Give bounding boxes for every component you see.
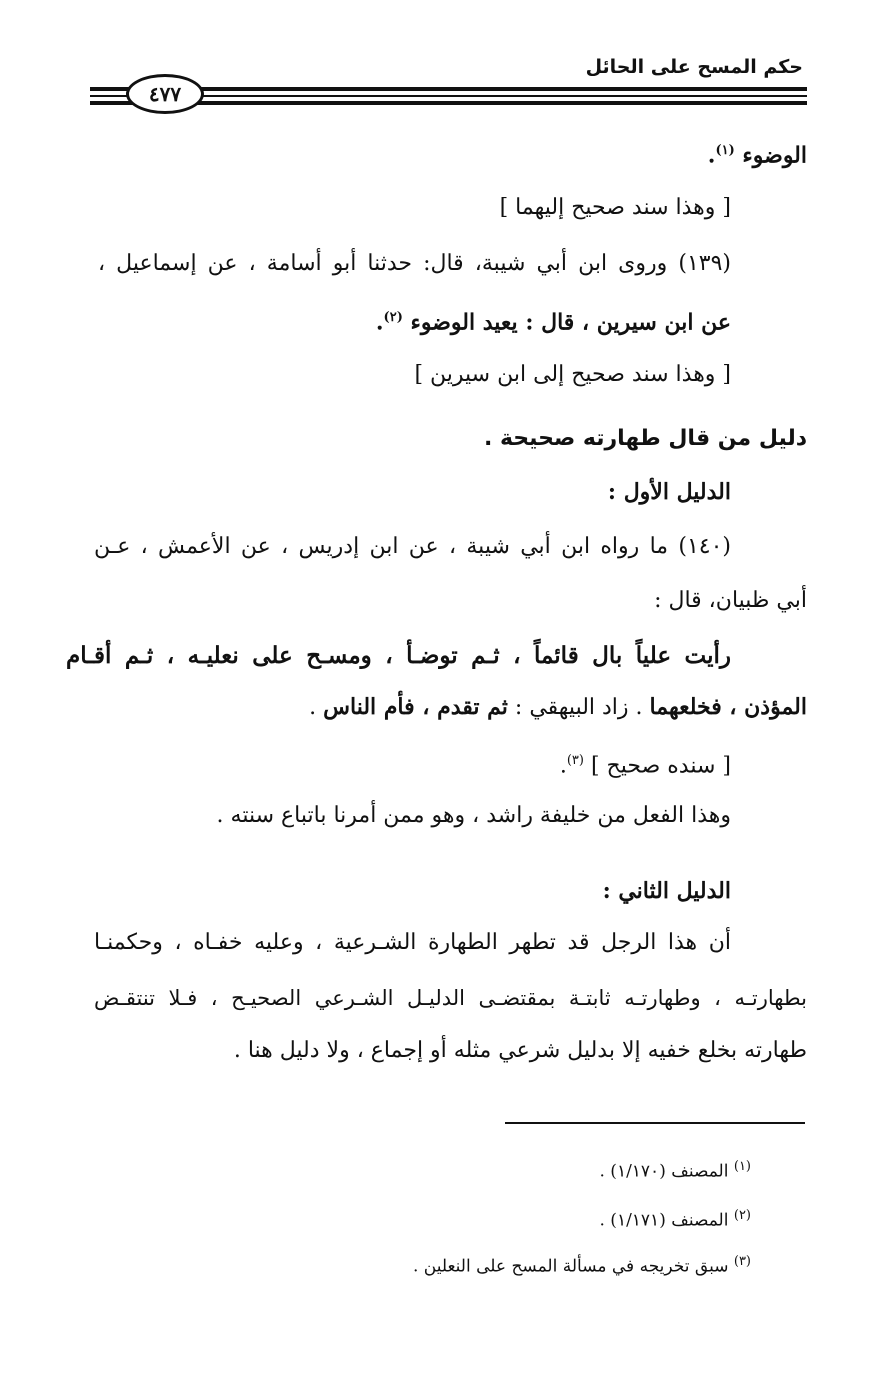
footnote-number: (٢) bbox=[733, 1208, 751, 1223]
subheading-second-evidence: الدليل الثاني : bbox=[602, 878, 731, 904]
text-segment: . bbox=[707, 142, 716, 169]
text-line-9: أبي ظبيان، قال : bbox=[654, 588, 807, 613]
page-number: ٤٧٧ bbox=[126, 74, 204, 114]
footnote-3 bbox=[413, 1250, 751, 1279]
text-line-17: طهارته بخلع خفيه إلا بدليل شرعي مثله أو إجماع ، ولا دليل هنا . bbox=[233, 1038, 807, 1063]
text-segment: المؤذن ، فخلعهما bbox=[649, 694, 807, 720]
text-line-12 bbox=[560, 746, 731, 781]
text-line-5: [ وهذا سند صحيح إلى ابن سيرين ] bbox=[414, 362, 731, 387]
text-segment: . bbox=[559, 753, 567, 779]
footnote-ref: (٢) bbox=[383, 310, 403, 325]
footnote-text: المصنف (١/١٧١) . bbox=[599, 1210, 729, 1231]
text-segment: . bbox=[309, 695, 317, 720]
text-segment: عن ابن سيرين ، قال : يعيد الوضوء bbox=[410, 309, 731, 336]
footnote-text: سبق تخريجه في مسألة المسح على النعلين . bbox=[412, 1256, 729, 1277]
text-line-10: رأيت علياً بال قائماً ، ثـم توضـأ ، ومسـح على نعليـه ، ثـم أقـام bbox=[66, 642, 731, 669]
text-segment: الوضوء bbox=[742, 142, 807, 169]
footnote-2 bbox=[599, 1204, 751, 1233]
text-line-4 bbox=[376, 303, 731, 337]
footnote-number: (٣) bbox=[733, 1254, 751, 1269]
text-line-8: (١٤٠) ما رواه ابن أبي شيبة ، عن ابن إدريس ، عن الأعمش ، عـن bbox=[94, 534, 731, 559]
text-line-1 bbox=[708, 136, 807, 170]
text-segment: . زاد البيهقي : bbox=[507, 695, 643, 720]
footnote-ref: (٣) bbox=[566, 753, 584, 768]
text-segment: ثم تقدم ، فأم الناس bbox=[323, 694, 508, 720]
footnote-text: المصنف (١/١٧٠) . bbox=[599, 1161, 729, 1182]
text-line-13: وهذا الفعل من خليفة راشد ، وهو ممن أمرنا باتباع سنته . bbox=[216, 803, 731, 828]
running-title: حكم المسح على الحائل bbox=[585, 56, 803, 78]
text-line-3: (١٣٩) وروى ابن أبي شيبة، قال: حدثنا أبو أسامة ، عن إسماعيل ، bbox=[98, 251, 731, 276]
section-heading: دليل من قال طهارته صحيحة . bbox=[483, 426, 807, 451]
text-segment: . bbox=[375, 309, 384, 336]
footnote-1 bbox=[599, 1155, 751, 1184]
footnote-number: (١) bbox=[733, 1159, 751, 1174]
text-line-11 bbox=[309, 692, 807, 723]
text-segment: [ سنده صحيح ] bbox=[590, 753, 731, 779]
footnote-ref: (١) bbox=[715, 143, 735, 158]
footnote-separator bbox=[505, 1122, 805, 1124]
text-line-16: بطهارتـه ، وطهارتـه ثابتـة بمقتضـى الدليـل الشـرعي الصحيـح ، فـلا تنتقـض bbox=[94, 986, 807, 1010]
text-line-2: [ وهذا سند صحيح إليهما ] bbox=[499, 195, 731, 220]
text-line-15: أن هذا الرجل قد تطهر الطهارة الشـرعية ، وعليه خفـاه ، وحكمنـا bbox=[94, 930, 731, 955]
subheading-first-evidence: الدليل الأول : bbox=[607, 479, 731, 505]
